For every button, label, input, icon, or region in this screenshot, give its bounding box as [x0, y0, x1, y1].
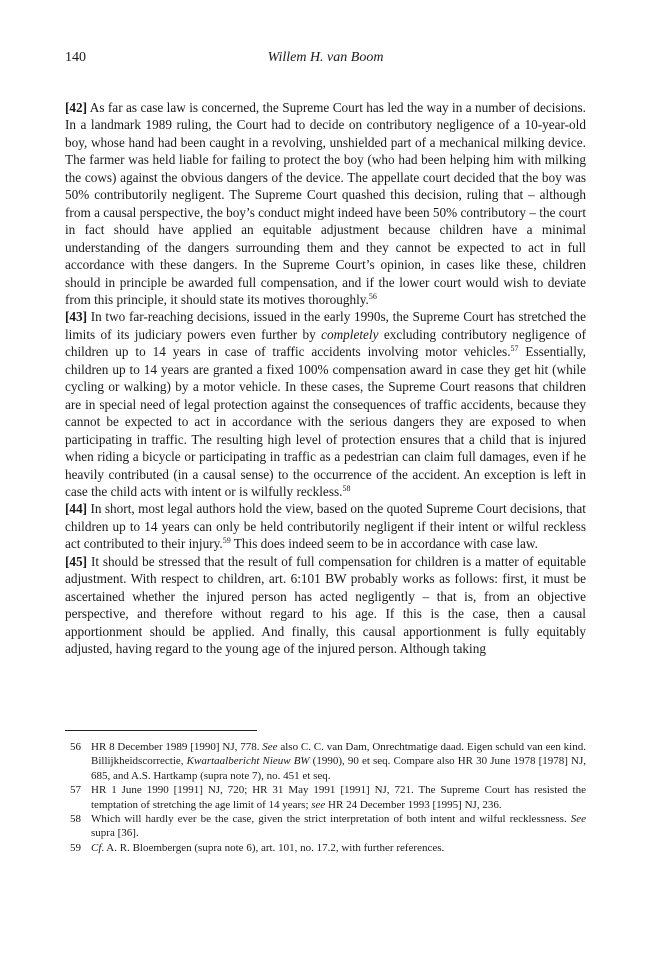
footnote-number: 59 — [70, 841, 81, 854]
paragraph-text: This does indeed seem to be in accordance with case law. — [230, 536, 538, 552]
paragraph-text: Essentially, children up to 14 years are granted a fixed 100% compensation award in case they get hit (while cycling or walking) by a motor vehicle. In these cases, the Supreme Court reasons that children are in special need of legal protection against the consequences of traffic accidents, because they cannot be expected to act in accordance with the serious dangers they are exposed to when participating in traffic. The resulting high level of protection ensures that a child that is injured when riding a bicycle or participating in traffic as a pedestrian can claim full damages, even if he heavily contributed (in a causal sense) to the occurrence of the accident. An exception is left in case the child acts with intent or is wilfully reckless. — [65, 344, 586, 499]
paragraph-text: In two far-reaching decisions, issued in the early 1990s, the Supreme Court has stretched the limits of its judiciary powers even further by — [65, 309, 587, 342]
footnote-number: 57 — [70, 784, 81, 797]
paragraph-text: excluding contributory negligence of children up to 14 years in case of traffic accidents involving motor vehicles. — [65, 326, 586, 360]
footnote-number: 58 — [70, 813, 81, 826]
paragraph-number: [45] — [65, 553, 88, 569]
footnote-text — [91, 841, 586, 855]
footnote-text-part: HR 1 June 1990 [1991] NJ, 720; HR 31 May 1991 [1991] NJ, 721. The Supreme Court has resisted the temptation of stretching the age limit of 14 years; — [91, 784, 586, 811]
paragraph-number: [42] — [65, 100, 88, 115]
footnote-56 — [65, 740, 586, 783]
footnote-ref[interactable]: 59 — [222, 536, 231, 546]
paragraph-text: As far as case law is concerned, the Supreme Court has led the way in a number of decisions. In a landmark 1989 ruling, the Court had to decide on contributory negligence of a 10-year-old boy, whose hand had been caught in a revolving, unshielded part of a mechanical milking device. The farmer was held liable for failing to protect the boy (who had been helping him with milking the cows) against the obvious dangers of the device. The appellate court decided that the boy was 50% contributorily negligent. The Supreme Court quashed this decision, ruling that – although from a causal perspective, the boy’s conduct might indeed have been 50% contributory – the court in fact should have applied an equitable adjustment because children have a minimal understanding of the dangers surrounding them and they cannot be expected to act in full accordance with these dangers. In the Supreme Court’s opinion, in cases like these, children should in principle be awarded full compensation, and if the lower court would wish to deviate from this principle, it should state its motives thoroughly. — [65, 100, 587, 307]
paragraph-number: [44] — [65, 501, 88, 517]
footnote-text — [91, 812, 586, 841]
footnote-text-part: also C. C. van Dam, Onrechtmatige daad. Eigen schuld van een kind. Billijkheidscorrectie, — [91, 741, 586, 768]
paragraph-text: It should be stressed that the result of full compensation for children is a matter of equitable adjustment. With respect to children, art. 6:101 BW probably works as follows: first, it must be ascertained whether the injured person has acted negligently – that is, from an objective perspective, and therefore without regard to his age. If this is the case, then a causal apportionment should be applied. And finally, this causal apportionment is fully equitably adjusted, having regard to the young age of the injured person. Although taking — [65, 553, 587, 657]
running-head-author: Willem H. van Boom — [267, 50, 384, 65]
footnote-text — [91, 740, 586, 783]
footnote-number: 56 — [70, 741, 81, 753]
footnote-italic: Cf — [91, 841, 102, 854]
footnote-italic: See — [570, 813, 586, 826]
page-number: 140 — [65, 50, 86, 65]
paragraph-42 — [65, 99, 586, 308]
footnote-text — [91, 783, 586, 812]
footnote-text-part: HR 24 December 1993 [1995] NJ, 236. — [325, 798, 502, 811]
footnote-ref[interactable]: 57 — [510, 344, 519, 354]
footnote-text-part: (1990), 90 et seq. Compare also HR 30 June 1978 [1978] NJ, 685, and A.S. Hartkamp (supra note 7), no. 451 et seq. — [91, 755, 586, 782]
footnotes — [65, 740, 586, 855]
paragraph-44 — [65, 500, 586, 552]
footnote-separator — [65, 730, 257, 731]
footnote-text-part: supra [36]. — [91, 827, 139, 840]
footnote-59 — [65, 841, 586, 855]
footnote-58 — [65, 812, 586, 841]
footnote-text-part: Which will hardly ever be the case, given the strict interpretation of both intent and wilful recklessness. — [91, 813, 571, 826]
footnote-italic: Kwartaalbericht Nieuw BW — [186, 755, 310, 768]
page-header — [65, 50, 586, 70]
footnote-ref[interactable]: 58 — [342, 483, 351, 493]
footnote-italic: see — [311, 798, 326, 811]
paragraph-number: [43] — [65, 309, 88, 325]
footnote-italic: See — [262, 741, 278, 753]
paragraph-43 — [65, 308, 586, 500]
footnote-text-part: . A. R. Bloembergen (supra note 6), art. 101, no. 17.2, with further references. — [101, 841, 445, 854]
emphasis-text: completely — [321, 326, 379, 342]
paragraph-45 — [65, 553, 586, 658]
footnote-text-part: HR 8 December 1989 [1990] NJ, 778. — [91, 741, 263, 753]
paragraph-text: In short, most legal authors hold the view, based on the quoted Supreme Court decisions, that children up to 14 years can only be held contributorily negligent if their intent or wilful reckless act contributed to their injury. — [65, 501, 586, 552]
footnote-ref[interactable]: 56 — [368, 291, 377, 301]
footnote-57 — [65, 783, 586, 812]
body-text — [65, 99, 586, 658]
